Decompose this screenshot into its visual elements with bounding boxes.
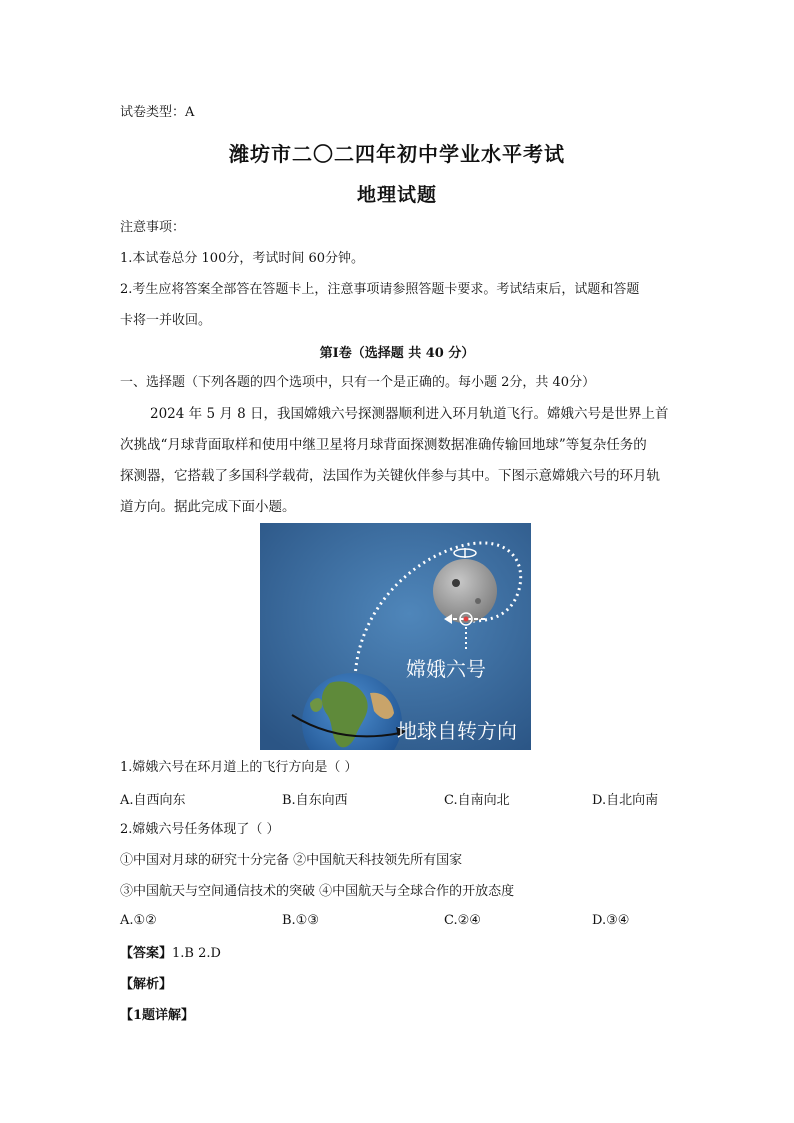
question-1-detail-label: 【1题详解】 xyxy=(120,1008,195,1023)
moon-crater xyxy=(452,579,460,587)
answer-line xyxy=(120,944,221,964)
q1-option-a: A.自西向东 xyxy=(120,793,186,808)
analysis-label: 【解析】 xyxy=(120,977,173,992)
q2-option-a: A.①② xyxy=(120,913,157,928)
question-2-stem: 2.嫦娥六号任务体现了（ ） xyxy=(120,822,280,837)
passage-line-3: 探测器，它搭载了多国科学载荷，法国作为关键伙伴参与其中。下图示意嫦娥六号的环月轨 xyxy=(120,468,660,484)
q1-option-c: C.自南向北 xyxy=(444,793,510,808)
answer-value: 1.B 2.D xyxy=(172,946,221,961)
earth-rotation-label: 地球自转方向 xyxy=(397,719,517,743)
notice-heading: 注意事项： xyxy=(120,220,186,235)
notice-item-1: 1.本试卷总分 100分，考试时间 60分钟。 xyxy=(120,251,365,266)
q2-option-d: D.③④ xyxy=(592,913,630,928)
exam-subtitle: 地理试题 xyxy=(356,184,437,206)
probe-label: 嫦娥六号 xyxy=(406,657,486,681)
exam-title: 潍坊市二〇二四年初中学业水平考试 xyxy=(229,142,565,166)
q2-option-b: B.①③ xyxy=(282,913,319,928)
q1-option-b: B.自东向西 xyxy=(282,793,348,808)
q2-option-c: C.②④ xyxy=(444,913,481,928)
q1-option-d: D.自北向南 xyxy=(592,793,659,808)
part-1-instruction: 一、选择题（下列各题的四个选项中，只有一个是正确的。每小题 2分，共 40分） xyxy=(120,375,596,390)
passage-line-4: 道方向。据此完成下面小题。 xyxy=(120,499,296,515)
part-1-heading: 第Ⅰ卷（选择题 共 40 分） xyxy=(319,346,475,361)
chang-e-6-orbit-figure xyxy=(260,523,531,750)
passage-line-2: 次挑战“月球背面取样和使用中继卫星将月球背面探测数据准确传输回地球”等复杂任务的 xyxy=(120,437,647,453)
q2-statements-line-1: ①中国对月球的研究十分完备 ②中国航天科技领先所有国家 xyxy=(120,853,463,868)
question-1-stem: 1.嫦娥六号在环月道上的飞行方向是（ ） xyxy=(120,760,358,775)
paper-type: 试卷类型：A xyxy=(120,105,195,120)
notice-item-2-line-2: 卡将一并收回。 xyxy=(120,313,212,328)
passage-line-1: 2024 年 5 月 8 日，我国嫦娥六号探测器顺利进入环月轨道飞行。嫦娥六号是世界上首 xyxy=(150,406,669,422)
notice-item-2-line-1: 2.考生应将答案全部答在答题卡上，注意事项请参照答题卡要求。考试结束后，试题和答题 xyxy=(120,282,640,297)
answer-label: 【答案】 xyxy=(120,946,173,961)
q2-statements-line-2: ③中国航天与空间通信技术的突破 ④中国航天与全球合作的开放态度 xyxy=(120,884,515,899)
